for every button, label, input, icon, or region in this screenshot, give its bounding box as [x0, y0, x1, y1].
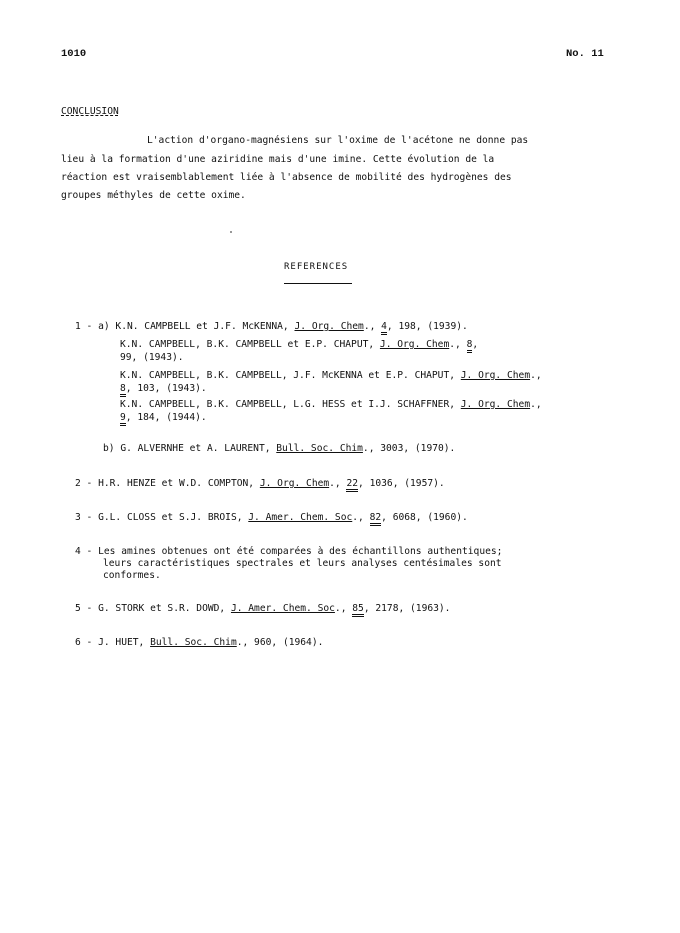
volume-number: 22: [346, 479, 358, 492]
ref-6: 6 - J. HUET, Bull. Soc. Chim., 960, (1964).: [75, 637, 324, 648]
volume-number: 9: [120, 413, 126, 426]
volume-number: 8: [467, 340, 473, 353]
conclusion-line-2: lieu à la formation d'une aziridine mais d'une imine. Cette évolution de la: [61, 154, 495, 165]
volume-number: 85: [352, 604, 364, 617]
volume-number: 4: [381, 322, 387, 335]
ref-1b: b) G. ALVERNHE et A. LAURENT, Bull. Soc. Chim., 3003, (1970).: [103, 443, 456, 454]
ref-1a-line-7: 9, 184, (1944).: [120, 412, 207, 426]
ref-4-line-3: conformes.: [103, 570, 161, 581]
conclusion-heading: CONCLUSION: [61, 106, 119, 117]
ref-5: 5 - G. STORK et S.R. DOWD, J. Amer. Chem. Soc., 85, 2178, (1963).: [75, 603, 450, 617]
ref-2: 2 - H.R. HENZE et W.D. COMPTON, J. Org. Chem., 22, 1036, (1957).: [75, 478, 445, 492]
journal-title: J. Org. Chem: [259, 478, 330, 489]
journal-title: J. Org. Chem: [294, 321, 364, 332]
page-number: 1010: [61, 48, 87, 60]
journal-title: Bull. Soc. Chim: [150, 637, 237, 648]
ref-3: 3 - G.L. CLOSS et S.J. BROIS, J. Amer. Chem. Soc., 82, 6068, (1960).: [75, 512, 468, 526]
ref-4-line-1: 4 - Les amines obtenues ont été comparées à des échantillons authentiques;: [75, 546, 503, 557]
ref-1a-line-3: 99, (1943).: [120, 352, 184, 363]
conclusion-line-3: réaction est vraisemblablement liée à l'absence de mobilité des hydrogènes des: [61, 172, 512, 183]
volume-number: 8: [120, 384, 126, 397]
journal-title: J. Org. Chem: [379, 339, 450, 350]
ref-1a-line-2: K.N. CAMPBELL, B.K. CAMPBELL et E.P. CHAPUT, J. Org. Chem., 8,: [120, 339, 478, 353]
conclusion-line-4: groupes méthyles de cette oxime.: [61, 190, 246, 201]
ref-1a-line-5: 8, 103, (1943).: [120, 383, 207, 397]
journal-title: J. Org. Chem: [460, 370, 531, 381]
ref-1a-line-6: K.N. CAMPBELL, B.K. CAMPBELL, L.G. HESS et I.J. SCHAFFNER, J. Org. Chem.,: [120, 399, 542, 410]
ref-1a-line-1: 1 - a) K.N. CAMPBELL et J.F. McKENNA, J. Org. Chem., 4, 198, (1939).: [75, 321, 468, 335]
volume-number: 82: [370, 513, 382, 526]
speck: [230, 231, 232, 233]
journal-title: J. Org. Chem: [460, 399, 531, 410]
journal-title: Bull. Soc. Chim: [276, 443, 363, 454]
ref-1a-line-4: K.N. CAMPBELL, B.K. CAMPBELL, J.F. McKENNA et E.P. CHAPUT, J. Org. Chem.,: [120, 370, 542, 381]
conclusion-line-1: L'action d'organo-magnésiens sur l'oxime de l'acétone ne donne pas: [147, 135, 529, 146]
references-rule: [284, 283, 352, 284]
ref-4-line-2: leurs caractéristiques spectrales et leurs analyses centésimales sont: [103, 558, 502, 569]
references-heading: REFERENCES: [284, 262, 349, 272]
journal-title: J. Amer. Chem. Soc: [230, 603, 335, 614]
issue-number: No. 11: [566, 48, 604, 60]
journal-title: J. Amer. Chem. Soc: [248, 512, 353, 523]
